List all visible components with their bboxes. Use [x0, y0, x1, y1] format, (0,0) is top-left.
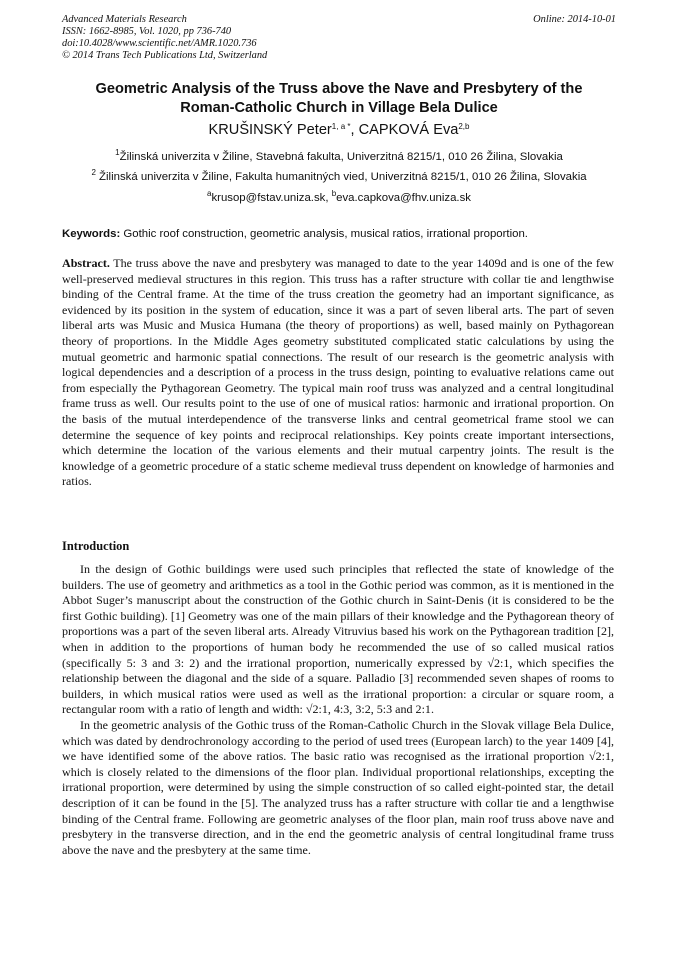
author-2: CAPKOVÁ Eva	[358, 122, 459, 138]
introduction-paragraph-1: In the design of Gothic buildings were used such principles that reflected the state of knowledge of the builders. The use of geometry and arithmetics as a tool in the Gothic period was common, as it is mentioned in the Abbot Suger’s manuscript about the construction of the Gothic church in Saint-Denis (it is considered to be the first Gothic building). [1] Geometry was one of the main pillars of their knowledge and the Pythagorean theory of proportions was a part of the seven liberal arts. Already Vitruvius based his work on the Pythagorean tradition [2], when in addition to the proportions of human body he recommended the use of so called musical ratios (specifically 5: 3 and 3: 2) and the irrational proportion, numerically expressed by √2:1, which specifies the relationship between the diagonal and the side of a square. Palladio [3] recommended seven shapes of rooms to builders, in which musical ratios were used as well as the irrational proportion: a circular or square room, a rectangular room with a ratio of length and width: √2:1, 4:3, 3:2, 5:3 and 2:1.	[62, 562, 614, 717]
online-date: Online: 2014-10-01	[533, 14, 616, 25]
abstract-paragraph	[62, 256, 614, 490]
journal-copyright: © 2014 Trans Tech Publications Ltd, Switzerland	[62, 50, 268, 61]
abstract-text: The truss above the nave and presbytery was managed to date to the year 1409d and is one of the few well-preserved medieval structures in this region. This truss has a rafter structure with collar tie and lengthwise binding of the Central frame. At the time of the truss creation the geometry had an important significance, as evidenced by its position in the system of education, since it was a part of seven liberal arts. The part of seven liberal arts was Music and Musica Humana (the theory of proportions) as well, based mainly on Pythagorean theory of proportions. In the Middle Ages geometry substituted complicated static calculations by using the mutual geometric and harmonic spatial connections. The result of our research is the geometric analysis with logical dependencies and a description of a process in the truss design, pointing to evaluative relations came out from especially the Pythagorean Geometry. The typical main roof truss was analyzed and a central longitudinal frame truss as well. Our results point to the use of one of musical ratios: harmonic and irrational proportion. On the basis of the mutual interdependence of the transverse links and central geometrical frame stool we can determine the sequence of key points and reciprocal relationships. Key points create important intersections, which determine the location of the various elements and their mutual carpentry joints. The result is the knowledge of a geometric procedure of a static scheme medieval truss dependent on knowledge of harmonies and ratios.	[62, 256, 614, 489]
affiliation-1-sup: 1	[115, 148, 120, 157]
journal-header	[62, 14, 267, 62]
email-list	[0, 189, 678, 204]
author-2-sup: 2,b	[458, 122, 470, 131]
affiliation-2-text: Žilinská univerzita v Žiline, Fakulta humanitných vied, Univerzitná 8215/1, 010 26 Žilina, Slovakia	[95, 171, 587, 183]
author-1: KRUŠINSKÝ Peter	[208, 122, 332, 138]
email-a: krusop@fstav.uniza.sk,	[211, 192, 332, 204]
journal-issn: ISSN: 1662-8985, Vol. 1020, pp 736-740	[62, 26, 232, 37]
email-b: eva.capkova@fhv.uniza.sk	[336, 192, 471, 204]
author-1-sup: 1, a *	[331, 122, 351, 131]
abstract-label: Abstract.	[62, 256, 110, 270]
paper-title	[50, 80, 628, 117]
abstract	[62, 256, 614, 490]
title-line-1: Geometric Analysis of the Truss above the Nave and Presbytery of the	[95, 81, 583, 97]
affiliation-1	[0, 148, 678, 163]
keywords-text: Gothic roof construction, geometric analysis, musical ratios, irrational proportion.	[120, 228, 528, 240]
affiliation-2-sup: 2	[91, 168, 96, 177]
email-b-sup: b	[331, 189, 337, 198]
introduction-body	[62, 562, 614, 858]
introduction-heading: Introduction	[62, 539, 130, 553]
keywords-label: Keywords:	[62, 228, 121, 240]
author-separator: ,	[350, 122, 359, 138]
journal-name: Advanced Materials Research	[62, 14, 187, 25]
keywords	[62, 228, 622, 240]
title-line-2: Roman-Catholic Church in Village Bela Dulice	[180, 99, 498, 116]
journal-doi: doi:10.4028/www.scientific.net/AMR.1020.736	[62, 38, 257, 49]
affiliation-2	[0, 168, 678, 183]
author-list	[0, 122, 678, 138]
email-a-sup: a	[207, 189, 212, 198]
affiliation-1-text: Žilinská univerzita v Žiline, Stavebná fakulta, Univerzitná 8215/1, 010 26 Žilina, Slovakia	[119, 151, 563, 163]
introduction-paragraph-2: In the geometric analysis of the Gothic truss of the Roman-Catholic Church in the Slovak village Bela Dulice, which was dated by dendrochronology according to the period of used trees (European larch) to the year 1409 [4], we have identified some of the above ratios. The basic ratio was recognised as the irrational proportion √2:1, which is closely related to the dimensions of the floor plan. Individual proportional relationships, excepting the irrational proportion, were determined by using the simple construction of so called eight-pointed star, the detail description of it can be found in the [5]. The analyzed truss has a rafter structure with collar tie and a lengthwise binding of the Central frame. Following are geometric analyses of the floor plan, main roof truss above nave and presbytery in the transverse direction, and in the end the geometric analysis of central longitudinal frame truss above the nave and the presbytery at the same time.	[62, 717, 614, 857]
